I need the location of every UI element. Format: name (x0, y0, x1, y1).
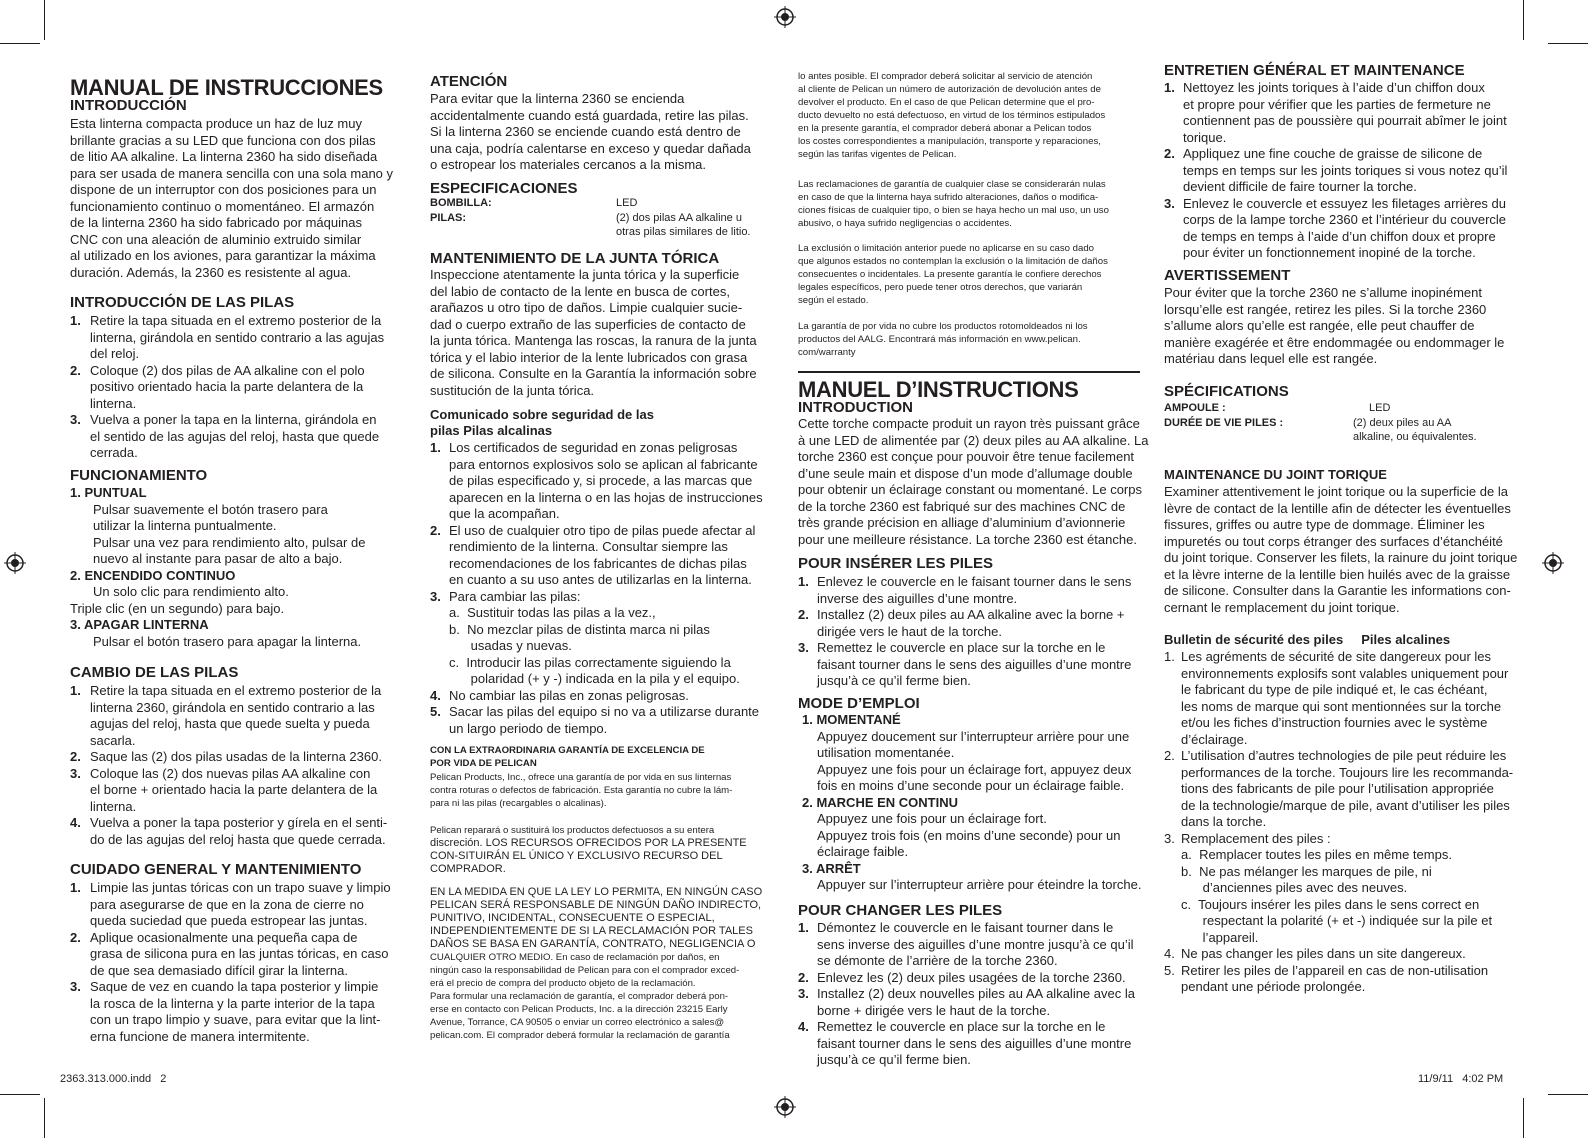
crop-mark (44, 0, 45, 40)
list-line (1164, 963, 1513, 980)
es-pilas-list (70, 313, 384, 462)
crop-mark (1523, 0, 1524, 40)
list-line (70, 963, 391, 980)
list-text: l’appareil. (1181, 929, 1259, 945)
fr-spec-table: AMPOULE : LED DURÉE DE VIE PILES : (2) deux piles au AA alkaline, ou équivalentes. (1164, 402, 1477, 443)
list-line (430, 490, 763, 507)
list-text: d’éclairage. (1181, 731, 1248, 747)
list-line (70, 346, 384, 363)
list-line (798, 607, 1131, 624)
list-line (70, 815, 387, 832)
list-line (70, 429, 384, 446)
es-intro-heading: INTRODUCCIÓN (70, 97, 187, 114)
fr-intro-heading: INTRODUCTION (798, 399, 913, 416)
fr-bulletin-list (1164, 649, 1513, 996)
list-line (798, 1036, 1135, 1053)
list-line (70, 766, 387, 783)
list-text: Installez (2) deux nouvelles piles au AA alkaline avec la (817, 986, 1135, 1001)
es-garantia-p5: Las reclamaciones de garantía de cualquier clase se considerarán nulas en caso de que la linterna haya sufrido alteraciones, daños o modifica- ciones físicas de cualquier tipo, o bien se haya hecho un mal uso, un uso abusivo, o haya sufrido negligencias o accidentes. (798, 179, 1109, 229)
list-line (1164, 97, 1507, 114)
list-line (70, 716, 387, 733)
registration-mark-icon (4, 552, 26, 574)
list-text: Saque de vez en cuando la tapa posterior y limpie (90, 979, 379, 994)
list-text: Retire la tapa situada en el extremo posterior de la (90, 683, 382, 698)
list-text: sacarla. (90, 732, 136, 748)
list-line (1164, 979, 1513, 996)
list-line (430, 473, 763, 490)
list-line (70, 897, 391, 914)
list-line (1164, 930, 1513, 947)
list-text: aparecen en la linterna o en las hojas de instrucciones (449, 489, 763, 505)
list-number: 3. (1164, 195, 1175, 211)
list-text: pendant une période prolongée. (1181, 979, 1366, 994)
es-garantia-p4: lo antes posible. El comprador deberá solicitar al servicio de atención al cliente de Pelican un número de autorización de devolución antes de devolver el producto. En el caso de que Pelican determine que el pro- ducto devuelto no está defectuoso, en virtud de los términos estipulados en la presente garantía, el comprador deberá abonar a Pelican todos los costes correspondientes a manipulación, transporte y reparaciones, según las tarifas vigentes de Pelican. (798, 71, 1106, 160)
list-line (430, 457, 763, 474)
list-line (798, 574, 1131, 591)
fr-mode-list: 1. MOMENTANÉ Appuyez doucement sur l’interrupteur arrière pour une utilisation momentanée. Appuyez une fois pour un éclairage fort, appuyez deux fois en moins d’une seconde pour un éclairage faible. 2. MARCHE EN CONTINU Appuyez une fois pour un éclairage fort. Appuyez trois fois (en moins d’une seconde) pour un éclairage faible. 3. ARRÊT Appuyer sur l’interrupteur arrière pour éteindre la torche. (802, 712, 1142, 892)
list-text: rendimiento de la linterna. Consultar siempre las (449, 539, 728, 554)
list-number: 1. (70, 880, 81, 895)
list-line (70, 396, 384, 413)
registration-mark-icon (774, 6, 796, 28)
list-text: le fabricant du type de pile indiqué et, le cas échéant, (1181, 682, 1488, 697)
list-text: environnements explosifs sont valables uniquement pour (1181, 665, 1509, 681)
list-line (1164, 715, 1513, 732)
list-line (430, 506, 763, 523)
list-number: 2. (1164, 146, 1175, 161)
list-text: Ne pas changer les piles dans un site dangereux. (1181, 946, 1466, 961)
fr-entretien-heading: ENTRETIEN GÉNÉRAL ET MAINTENANCE (1164, 62, 1465, 79)
list-line (798, 986, 1135, 1003)
list-number: 3. (70, 765, 81, 781)
list-text: queda suciedad que pueda estropear las juntas. (90, 913, 368, 928)
list-text: Aplique ocasionalmente una pequeña capa de (90, 929, 358, 945)
list-text: en cuanto a su uso antes de utilizarlas en la linterna. (449, 572, 752, 587)
list-line (1164, 649, 1513, 666)
list-line (1164, 163, 1507, 180)
es-junta-text: Inspeccione atentamente la junta tórica y la superficie del labio de contacto de la lente en busca de cortes, arañazos u otro tipo de daños. Limpie cualquier sucie- dad o cuerpo extraño de las superficies de contacto de la junta tórica. Mantenga las roscas, la ranura de la junta tórica y el labio interior de la lente lubricados con grasa de silicona. Consulte en la Garantía la información sobre sustitución de la junta tórica. (430, 267, 757, 398)
list-number: 4. (798, 1019, 809, 1034)
list-text: inverse des aiguilles d’une montre. (817, 590, 1018, 606)
list-number: 2. (1164, 748, 1175, 763)
list-text: performances de la torche. Toujours lire les recommanda- (1181, 764, 1514, 780)
fr-inserer-list (798, 574, 1131, 690)
list-text: linterna. (90, 395, 137, 411)
list-text: con un trapo limpio y suave, para evitar que la lint- (90, 1012, 381, 1027)
crop-mark (0, 1094, 40, 1095)
es-junta-heading: MANTENIMIENTO DE LA JUNTA TÓRICA (430, 250, 720, 267)
list-line (798, 1003, 1135, 1020)
list-text: linterna 2360, girándola en sentido contrario a las (90, 699, 375, 715)
list-line (70, 412, 384, 429)
list-line (1164, 179, 1507, 196)
list-text: de temps en temps à l’aide d’un chiffon doux et propre (1183, 228, 1496, 244)
list-line (1164, 699, 1513, 716)
list-text: Saque las (2) dos pilas usadas de la linterna 2360. (90, 749, 382, 764)
list-text: tions des fabricants de pile pour l’utilisation appropriée (1181, 781, 1494, 796)
list-line (70, 330, 384, 347)
list-line (1164, 814, 1513, 831)
list-text: que la acompañan. (449, 506, 560, 521)
list-text: faisant tourner dans le sens des aiguilles d’une montre (817, 1035, 1132, 1051)
list-line (1164, 146, 1507, 163)
list-text: Installez (2) deux piles au AA alkaline avec la borne + (817, 607, 1125, 622)
list-line (1164, 196, 1507, 213)
fr-mode-heading: MODE D’EMPLOI (798, 695, 920, 712)
es-garantia-p2: Pelican reparará o sustituirá los productos defectuosos a su entera discreción. LOS RECURSOS OFRECIDOS POR LA PRESENTE CON-SITUIRÁN EL ÚNICO Y EXCLUSIVO RECURSO DEL COMPRADOR. (430, 825, 747, 875)
list-text: para entornos explosivos solo se aplican al fabricante (449, 456, 758, 472)
list-text: linterna. (90, 798, 137, 814)
list-text: respectant la polarité (+ et -) indiquée sur la pile et (1181, 913, 1493, 928)
list-line (1164, 229, 1507, 246)
list-number: 1. (70, 683, 81, 698)
list-line (1164, 897, 1513, 914)
list-line (798, 673, 1131, 690)
fr-joint-heading: MAINTENANCE DU JOINT TORIQUE (1164, 467, 1387, 482)
list-text: Sacar las pilas del equipo si no va a utilizarse durante (449, 704, 760, 719)
list-line (1164, 666, 1513, 683)
list-line (1164, 798, 1513, 815)
list-line (430, 539, 763, 556)
fr-changer-heading: POUR CHANGER LES PILES (798, 902, 1003, 919)
list-line (1164, 831, 1513, 848)
list-line (70, 445, 384, 462)
list-number: 2. (430, 522, 441, 538)
list-number: 2. (70, 362, 81, 378)
list-line (430, 671, 763, 688)
list-text: usadas y nuevas. (449, 638, 572, 653)
list-number: 1. (798, 574, 809, 589)
list-text: les noms de marque qui sont mentionnées sur la torche (1181, 698, 1502, 714)
list-line (70, 749, 387, 766)
list-line (1164, 913, 1513, 930)
list-text: torique. (1183, 129, 1227, 145)
list-line (70, 979, 391, 996)
list-line (798, 953, 1135, 970)
list-number: 2. (798, 607, 809, 622)
list-text: Remplacement des piles : (1181, 830, 1331, 846)
list-text: et/ou les fiches d’instruction fournies avec le système (1181, 715, 1488, 730)
list-number: 3. (70, 979, 81, 994)
list-text: Vuelva a poner la tapa posterior y gírela en el senti- (90, 815, 388, 830)
list-line (70, 733, 387, 750)
list-line (430, 721, 763, 738)
list-line (70, 913, 391, 930)
list-line (1164, 212, 1507, 229)
list-line (1164, 765, 1513, 782)
list-text: el borne + orientado hacia la parte delantera de la (90, 782, 378, 797)
fr-title: MANUEL D’INSTRUCTIONS (798, 377, 1079, 402)
list-line (430, 556, 763, 573)
list-line (1164, 113, 1507, 130)
fr-inserer-heading: POUR INSÉRER LES PILES (798, 555, 994, 572)
list-line (430, 622, 763, 639)
list-line (430, 605, 763, 622)
list-text: Retirer les piles de l’appareil en cas de non-utilisation (1181, 962, 1489, 978)
list-line (430, 589, 763, 606)
list-line (798, 920, 1135, 937)
list-text: el sentido de las agujas del reloj, hasta que quede (90, 428, 380, 444)
list-line (70, 683, 387, 700)
list-text: jusqu’à ce qu’il ferme bien. (817, 1052, 971, 1067)
es-title: MANUAL DE INSTRUCCIONES (70, 75, 383, 100)
footer-timestamp: 11/9/11 4:02 PM (1418, 1073, 1504, 1085)
list-text: de que sea demasiado difícil girar la linterna. (90, 962, 348, 978)
crop-mark (1523, 1098, 1524, 1138)
list-text: faisant tourner dans le sens des aiguilles d’une montre (817, 656, 1132, 672)
list-text: c. Introducir las pilas correctamente siguiendo la (449, 654, 731, 670)
es-cambio-list (70, 683, 387, 848)
list-text: El uso de cualquier otro tipo de pilas puede afectar al (449, 522, 756, 538)
list-text: c. Toujours insérer les piles dans le sens correct en (1181, 896, 1480, 912)
es-func-heading: FUNCIONAMIENTO (70, 467, 208, 484)
list-line (1164, 130, 1507, 147)
es-espec-heading: ESPECIFICACIONES (430, 180, 578, 197)
list-text: recomendaciones de los fabricantes de dichas pilas (449, 555, 747, 571)
list-line (70, 832, 387, 849)
list-text: b. Ne pas mélanger les marques de pile, ni (1181, 863, 1432, 879)
list-text: Enlevez le couvercle en le faisant tourner dans le sens (817, 574, 1132, 589)
list-text: Appliquez une fine couche de graisse de silicone de (1183, 146, 1483, 161)
section-divider (798, 371, 1140, 373)
list-number: 3. (430, 588, 441, 604)
list-line (1164, 880, 1513, 897)
list-number: 2. (70, 749, 81, 764)
list-line (1164, 781, 1513, 798)
list-line (70, 782, 387, 799)
list-text: Remettez le couvercle en place sur la torche en le (817, 640, 1106, 655)
list-number: 3. (798, 986, 809, 1001)
list-text: Limpie las juntas tóricas con un trapo suave y limpio (90, 880, 391, 895)
fr-intro-text: Cette torche compacte produit un rayon très puissant grâce à une LED de alimentée par (2) deux piles au AA alkaline. La torche 2360 est conçue pour pouvoir être tenue facilement d’une seule main et dispose d’un mode d’allumage double pour obtenir un éclairage constant ou momentané. Le corps de la torche 2360 est fabriqué sur des machines CNC de très grande précision en alliage d’aluminium d’avionnerie pour une meilleure résistance. La torche 2360 est étanche. (798, 416, 1149, 547)
list-line (70, 799, 387, 816)
list-line (1164, 245, 1507, 262)
list-number: 5. (430, 704, 441, 719)
list-text: devient difficile de faire tourner la torche. (1183, 179, 1417, 194)
list-text: del reloj. (90, 346, 140, 361)
list-number: 5. (1164, 962, 1175, 978)
list-text: Para cambiar las pilas: (449, 588, 581, 604)
es-garantia-heading: CON LA EXTRAORDINARIA GARANTÍA DE EXCELENCIA DE POR VIDA DE PELICAN (430, 745, 705, 769)
list-text: d’anciennes piles avec des neuves. (1181, 880, 1408, 895)
crop-mark (44, 1098, 45, 1138)
list-number: 2. (798, 969, 809, 985)
list-number: 1. (1164, 80, 1175, 95)
es-garantia-p7: La garantía de por vida no cubre los productos rotomoldeados ni los productos del AALG. Encontrará más información en www.pelican. com/warranty (798, 321, 1088, 358)
list-number: 1. (430, 440, 441, 455)
list-line (430, 688, 763, 705)
list-text: cerrada. (90, 445, 138, 460)
list-text: Coloque (2) dos pilas de AA alkaline con el polo (90, 362, 365, 378)
list-line (70, 363, 384, 380)
list-line (430, 655, 763, 672)
fr-avert-text: Pour éviter que la torche 2360 ne s’allume inopinément lorsqu’elle est rangée, retirez les piles. Si la torche 2360 s’allume alors qu’elle est rangée, elle peut chauffer de manière exagérée et être endommagée ou endommager le matériau dans lequel elle est rangée. (1164, 285, 1505, 366)
list-text: Enlevez le couvercle et essuyez les filetages arrières du (1183, 195, 1506, 211)
es-cuidado-list (70, 880, 391, 1045)
list-text: la rosca de la linterna y la parte interior de la tapa (90, 995, 375, 1011)
list-line (70, 379, 384, 396)
list-text: Coloque las (2) dos nuevas pilas AA alkaline con (90, 765, 371, 781)
list-text: Vuelva a poner la tapa en la linterna, girándola en (90, 412, 377, 427)
list-line (1164, 864, 1513, 881)
list-text: dans la torche. (1181, 814, 1267, 829)
es-segur-list (430, 440, 763, 737)
list-line (1164, 80, 1507, 97)
list-text: de la technologie/marque de pile, avant d’utiliser les piles (1181, 797, 1510, 813)
list-text: polaridad (+ y -) indicada en la pila y el equipo. (449, 671, 740, 686)
list-line (430, 572, 763, 589)
fr-entretien-list (1164, 80, 1507, 262)
list-text: positivo orientado hacia la parte delantera de la (90, 379, 364, 394)
list-line (430, 704, 763, 721)
fr-joint-text: Examiner attentivement le joint torique ou la superficie de la lèvre de contact de la lentille afin de détecter les éventuelles fissures, griffes ou autre type de dommage. Éliminer les impuretés ou tout corps étranger des surfaces d’étanchéité du joint torique. Conserver les filets, la rainure du joint torique et la lèvre interne de la lentille bien huilés avec de la graisse de silicone. Consulter dans la Garantie les informations con- cernant le remplacement du joint torique. (1164, 484, 1518, 615)
list-text: et propre pour vérifier que les parties de fermeture ne (1183, 96, 1491, 112)
list-line (1164, 732, 1513, 749)
list-text: se démonte de l’arrière de la torche 2360. (817, 953, 1058, 968)
list-line (70, 1029, 391, 1046)
list-text: grasa de silicona pura en las juntas tóricas, en caso (90, 946, 389, 961)
fr-avert-heading: AVERTISSEMENT (1164, 267, 1291, 284)
fr-bulletin-heading: Bulletin de sécurité des piles Piles alcalines (1164, 632, 1451, 647)
list-number: 3. (798, 640, 809, 655)
list-line (1164, 748, 1513, 765)
list-text: Nettoyez les joints toriques à l’aide d’un chiffon doux (1183, 80, 1485, 95)
list-text: No cambiar las pilas en zonas peligrosas. (449, 687, 689, 703)
list-text: pour éviter un fonctionnement inopiné de la torche. (1183, 245, 1476, 260)
list-line (70, 313, 384, 330)
list-text: a. Remplacer toutes les piles en même temps. (1181, 847, 1452, 862)
list-number: 1. (1164, 649, 1175, 664)
list-line (798, 1052, 1135, 1069)
list-text: a. Sustituir todas las pilas a la vez., (449, 605, 656, 620)
list-line (70, 996, 391, 1013)
es-garantia-p6: La exclusión o limitación anterior puede no aplicarse en su caso dado que algunos estados no contemplan la exclusión o la limitación de daños consecuentes o incidentales. La presente garantía le confiere derechos legales específicos, pero puede tener otros derechos, que variarán según el estado. (798, 243, 1108, 306)
list-line (1164, 946, 1513, 963)
list-line (70, 1012, 391, 1029)
list-line (798, 970, 1135, 987)
list-text: do de las agujas del reloj hasta que quede cerrada. (90, 831, 386, 847)
list-text: L’utilisation d’autres technologies de pile peut réduire les (1181, 748, 1507, 763)
list-line (798, 624, 1131, 641)
list-line (430, 638, 763, 655)
crop-mark (1548, 43, 1588, 44)
list-text: b. No mezclar pilas de distinta marca ni pilas (449, 621, 710, 637)
list-text: Enlevez les (2) deux piles usagées de la torche 2360. (817, 969, 1126, 985)
list-line (430, 440, 763, 457)
list-number: 4. (70, 815, 81, 830)
list-number: 3. (70, 412, 81, 427)
registration-mark-icon (774, 1096, 796, 1118)
es-intro-text: Esta linterna compacta produce un haz de luz muy brillante gracias a su LED que funciona con dos pilas de litio AA alkaline. La linterna 2360 ha sido diseñada para ser usada de manera sencilla con una sola mano y dispone de un interruptor con dos posiciones para un funcionamiento continuo o momentáneo. El armazón de la linterna 2360 ha sido fabricado por máquinas CNC con una aleación de aluminio extruido similar al utilizado en los aviones, para garantizar la máxima duración. Además, la 2360 es resistente al agua. (70, 116, 394, 280)
list-text: de pilas especificado y, si procede, a las marcas que (449, 473, 753, 488)
es-pilas-heading: INTRODUCCIÓN DE LAS PILAS (70, 294, 295, 311)
list-line (70, 700, 387, 717)
list-text: para asegurarse de que en la zona de cierre no (90, 896, 364, 912)
list-text: linterna, girándola en sentido contrario a las agujas (90, 329, 385, 345)
list-text: Les agréments de sécurité de site dangereux pour les (1181, 649, 1492, 664)
list-text: Remettez le couvercle en place sur la torche en le (817, 1019, 1106, 1034)
es-atencion-heading: ATENCIÓN (430, 73, 508, 90)
list-text: borne + dirigée vers le haut de la torche. (817, 1002, 1051, 1018)
crop-mark (1548, 1094, 1588, 1095)
list-line (70, 930, 391, 947)
list-number: 4. (1164, 946, 1175, 961)
list-text: erna funcione de manera intermitente. (90, 1028, 310, 1044)
es-atencion-text: Para evitar que la linterna 2360 se encienda accidentalmente cuando está guardada, retire las pilas. Si la linterna 2360 se enciende cuando está dentro de una caja, podría calentarse en exceso y quedar dañada o estropear los materiales cercanos a la misma. (430, 91, 751, 172)
list-number: 3. (1164, 830, 1175, 846)
list-text: Retire la tapa situada en el extremo posterior de la (90, 313, 382, 328)
list-line (70, 946, 391, 963)
list-line (798, 1019, 1135, 1036)
es-garantia-p1: Pelican Products, Inc., ofrece una garantía de por vida en sus linternas contra roturas o defectos de fabricación. Esta garantía no cubre la lám- para ni las pilas (recargables o alcalinas). (430, 772, 733, 809)
list-line (1164, 847, 1513, 864)
list-text: agujas del reloj, hasta que quede suelta y pueda (90, 716, 370, 731)
list-line (1164, 682, 1513, 699)
list-text: jusqu’à ce qu’il ferme bien. (817, 673, 971, 688)
list-line (798, 591, 1131, 608)
list-text: Los certificados de seguridad en zonas peligrosas (449, 440, 738, 455)
list-line (430, 523, 763, 540)
fr-changer-list (798, 920, 1135, 1069)
list-number: 1. (798, 920, 809, 935)
list-number: 4. (430, 687, 441, 703)
es-func-list: 1. PUNTUAL Pulsar suavemente el botón trasero para utilizar la linterna puntualmente. Pulsar una vez para rendimiento alto, pulsar de nuevo al instante para pasar de alto a bajo. 2. ENCENDIDO CONTINUO Un solo clic para rendimiento alto. Triple clic (en un segundo) para bajo. 3. APAGAR LINTERNA Pulsar el botón trasero para apagar la linterna. (70, 485, 366, 649)
es-cuidado-heading: CUIDADO GENERAL Y MANTENIMIENTO (70, 861, 362, 878)
list-text: sens inverse des aiguilles d’une montre jusqu’à ce qu’il (817, 936, 1134, 952)
list-line (798, 657, 1131, 674)
es-cambio-heading: CAMBIO DE LAS PILAS (70, 664, 239, 681)
fr-spec-heading: SPÉCIFICATIONS (1164, 383, 1289, 400)
list-line (798, 640, 1131, 657)
list-text: un largo periodo de tiempo. (449, 720, 608, 736)
crop-mark (0, 43, 40, 44)
footer-file-name: 2363.313.000.indd 2 (60, 1073, 167, 1085)
list-line (70, 880, 391, 897)
es-segur-heading: Comunicado sobre seguridad de las pilas Pilas alcalinas (430, 407, 654, 438)
list-text: temps en temps sur les joints toriques si vous notez qu’il (1183, 162, 1508, 178)
list-line (798, 937, 1135, 954)
list-number: 1. (70, 313, 81, 328)
list-text: contiennent pas de poussière qui pourrait abîmer le joint (1183, 113, 1507, 128)
list-text: Démontez le couvercle en le faisant tourner dans le (817, 920, 1114, 935)
list-text: corps de la lampe torche 2360 et l’intérieur du couvercle (1183, 212, 1507, 227)
list-text: dirigée vers le haut de la torche. (817, 623, 1002, 639)
es-espec-table: BOMBILLA: LED PILAS: (2) dos pilas AA alkaline u otras pilas similares de litio. (430, 197, 751, 238)
registration-mark-icon (1542, 552, 1564, 574)
list-number: 2. (70, 929, 81, 945)
es-garantia-p3: EN LA MEDIDA EN QUE LA LEY LO PERMITA, EN NINGÚN CASO PELICAN SERÁ RESPONSABLE DE NINGÚN DAÑO INDIRECTO, PUNITIVO, INCIDENTAL, CONSECUENTE O ESPECIAL, INDEPENDIENTEMENTE DE SI LA RECLAMACIÓN POR TALES DAÑOS SE BASA EN GARANTÍA, CONTRATO, NEGLIGENCIA O CUALQUIER OTRO MEDIO. En caso de reclamación por daños, en ningún caso la responsabilidad de Pelican para con el comprador exced- erá el precio de compra del producto objeto de la reclamación. Para formular una reclamación de garantía, el comprador deberá pon- erse en contacto con Pelican Products, Inc. a la dirección 23215 Early Avenue, Torrance, CA 90505 o enviar un correo electrónico a sales@ pelican.com. El comprador deberá formular la reclamación de garantía (430, 886, 763, 1041)
